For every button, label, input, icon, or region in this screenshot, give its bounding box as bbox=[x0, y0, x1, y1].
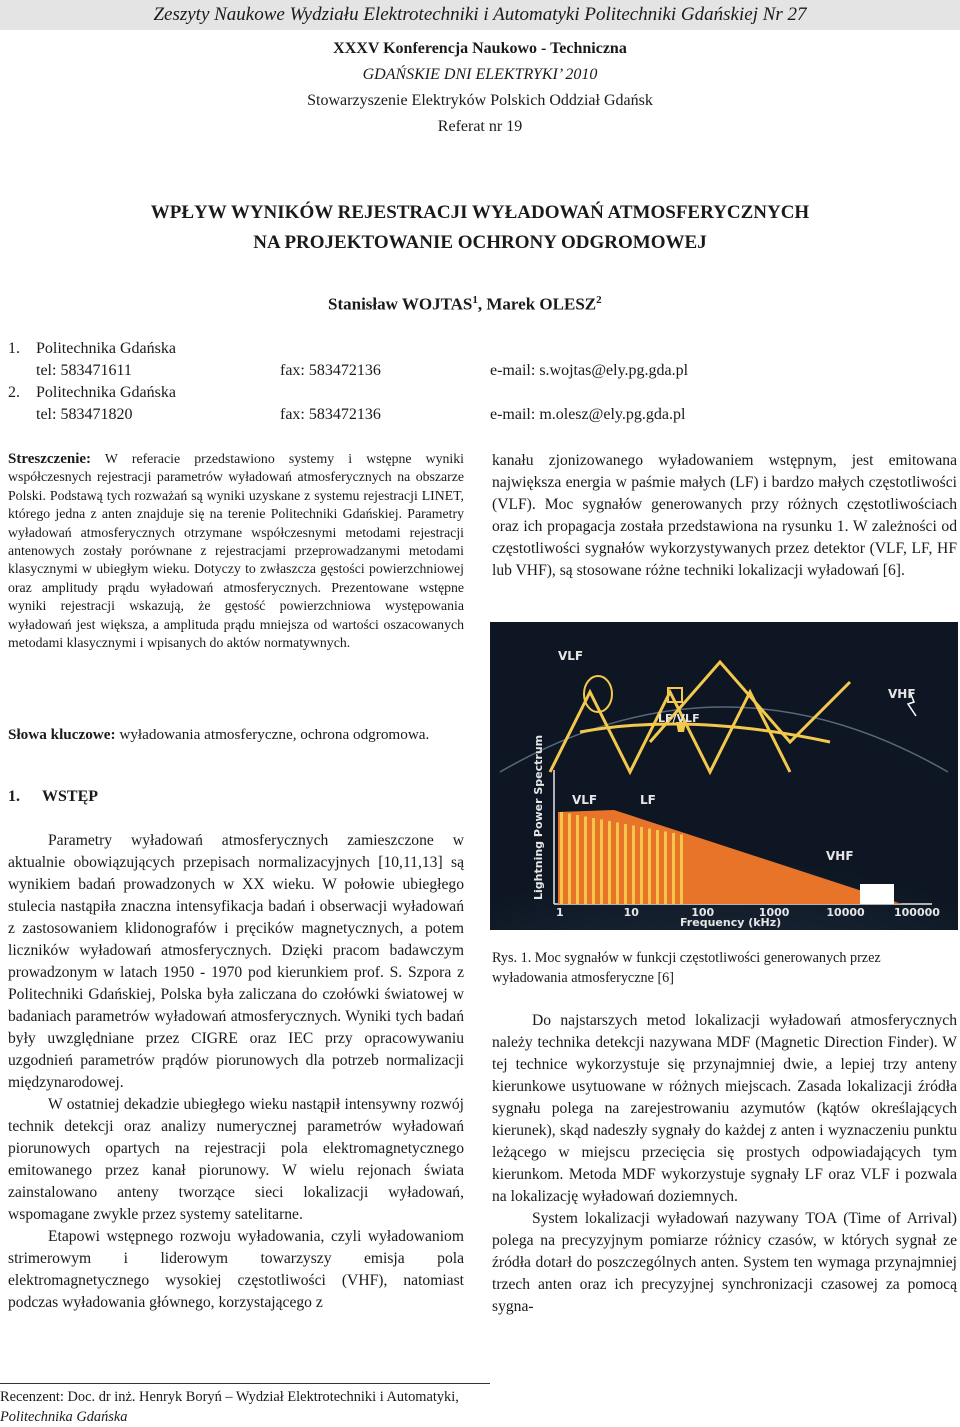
paragraph: W ostatniej dekadzie ubiegłego wieku nastąpił intensywny rozwój technik detekcji oraz analizy numerycznej parametrów wyładowań piorunowych opartych na rejestracji pola elektromagnetycznego emitowanego przez kanał piorunowy. W wielu rejonach świata zainstalowano anteny tworzące sieci lokalizacji wyładowań, wspomagane zwykle przez systemy satelitarne. bbox=[8, 1096, 464, 1223]
vlf-top-label: VLF bbox=[558, 649, 584, 663]
paragraph: Do najstarszych metod lokalizacji wyładowań atmosferycznych należy technika detekcji nazywana MDF (Magnetic Direction Finder). W tej technice wykorzystuje się przynajmniej dwie, a lepiej trzy anteny kierunkowe usytuowane w różnych miejscach. Zasada lokalizacji źródła sygnału polega na zarejestrowaniu azymutów (kątów określających kierunek), skąd nadeszły sygnały do każdej z anten i wyznaczeniu punktu leżącego w miejscu przecięcia się prostych odpowiadających tym kierunkom. Metoda MDF wykorzystuje sygnały LF oraz VLF i pozwala na lokalizację wyładowań doziemnych. bbox=[492, 1012, 957, 1205]
vhf-band-block bbox=[860, 884, 894, 904]
band-stripe bbox=[656, 830, 659, 904]
conference-name: XXXV Konferencja Naukowo - Techniczna bbox=[333, 40, 627, 57]
x-tick-label: 100000 bbox=[894, 906, 940, 919]
keywords bbox=[8, 724, 464, 746]
band-stripe bbox=[616, 823, 619, 905]
affiliation-2-fax: fax: 583472136 bbox=[280, 406, 381, 423]
band-stripe bbox=[560, 812, 563, 904]
affiliation-2-name: Politechnika Gdańska bbox=[36, 384, 176, 401]
affiliation-2-email: e-mail: m.olesz@ely.pg.gda.pl bbox=[490, 406, 686, 423]
author-1-mark: 1 bbox=[472, 294, 478, 306]
band-stripe bbox=[568, 814, 571, 905]
band-stripe bbox=[592, 818, 595, 904]
y-axis-label: Lightning Power Spectrum bbox=[532, 734, 545, 900]
lf-vlf-label: LF/VLF bbox=[658, 712, 700, 725]
x-tick-label: 10000 bbox=[826, 906, 865, 919]
affiliation-1-number: 1. bbox=[8, 340, 20, 357]
caption-label: Rys. 1. bbox=[492, 950, 532, 966]
author-line bbox=[328, 294, 602, 315]
band-stripe bbox=[640, 827, 643, 904]
reviewer-footer bbox=[0, 1387, 620, 1427]
figure-lightning-spectrum bbox=[490, 622, 958, 930]
section-number: 1. bbox=[8, 788, 20, 805]
band-stripe bbox=[632, 826, 635, 905]
keywords-text: wyładowania atmosferyczne, ochrona odgromowa. bbox=[115, 726, 430, 743]
x-tick-label: 1000 bbox=[758, 906, 790, 919]
band-stripe bbox=[680, 835, 683, 905]
author-separator: , bbox=[477, 294, 487, 314]
band-stripe bbox=[672, 833, 675, 904]
paper-title bbox=[0, 198, 960, 258]
running-head: Zeszyty Naukowe Wydziału Elektrotechniki i Automatyki Politechniki Gdańskiej Nr 27 bbox=[0, 0, 960, 30]
vlf-band-label: VLF bbox=[572, 793, 598, 807]
band-stripe bbox=[584, 817, 587, 905]
affiliation-1-email: e-mail: s.wojtas@ely.pg.gda.pl bbox=[490, 362, 689, 379]
x-axis-label: Frequency (kHz) bbox=[680, 916, 782, 929]
affiliation-2-number: 2. bbox=[8, 384, 20, 401]
affiliation-2-tel: tel: 583471820 bbox=[36, 406, 133, 423]
figure-caption bbox=[492, 948, 957, 988]
abstract bbox=[8, 450, 464, 652]
author-2: Marek OLESZ bbox=[486, 294, 597, 314]
reviewer-line1: Recenzent: Doc. dr inż. Henryk Boryń – Wydział Elektrotechniki i Automatyki, bbox=[0, 1389, 459, 1405]
right-column-top-text: kanału zjonizowanego wyładowaniem wstępnym, jest emitowana największa energia w paśmie małych (LF) i bardzo małych częstotliwości (VLF). Moc sygnałów generowanych przy różnych częstotliwościach oraz ich propagacja została przedstawiona na rysunku 1. W zależności od częstotliwości sygnałów wykorzystywanych przez detektor (VLF, LF, HF lub VHF), są stosowane różne techniki lokalizacji wyładowań [6]. bbox=[492, 452, 957, 579]
conference-event: GDAŃSKIE DNI ELEKTRYKI’ 2010 bbox=[362, 66, 598, 83]
caption-text: Moc sygnałów w funkcji częstotliwości generowanych przez wyładowania atmosferyczne [6] bbox=[492, 950, 881, 986]
x-tick-label: 100 bbox=[691, 906, 715, 919]
affiliation-1-fax: fax: 583472136 bbox=[280, 362, 381, 379]
lf-band-label: LF bbox=[640, 793, 656, 807]
author-2-mark: 2 bbox=[596, 294, 602, 306]
keywords-label: Słowa kluczowe: bbox=[8, 726, 116, 743]
band-stripe bbox=[576, 815, 579, 904]
paragraph: System lokalizacji wyładowań nazywany TOA (Time of Arrival) polega na precyzyjnym pomiarze różnicy czasów, w których sygnał ze źródła dotarł do poszczególnych anten. System ten wymaga przynajmniej trzech anten oraz ich precyzyjnej synchronizacji czasowej za pomocą sygna- bbox=[492, 1210, 957, 1315]
paragraph: Parametry wyładowań atmosferycznych zamieszczone w aktualnie obowiązujących przepisach normalizacyjnych [10,11,13] są wynikiem badań prowadzonych w XX wieku. W połowie ubiegłego stulecia nastąpiła znaczna intensyfikacja badań i obserwacji wyładowań z zastosowaniem klidonografów i pręcików magnetycznych, a potem liczników wyładowań atmosferycznych. Dzięki pracom badawczym prowadzonym w latach 1950 - 1970 pod kierunkiem prof. S. Szpora z Politechniki Gdańskiej, Polska była zaliczana do czołówki światowej w badaniach parametrów wyładowań atmosferycznych. Wyniki tych badań były uwzględniane przez CIGRE oraz IEC przy opracowywaniu uzgodnień parametrów prądów piorunowych dla potrzeb normalizacji międzynarodowej. bbox=[8, 832, 464, 1091]
affiliation-1-name: Politechnika Gdańska bbox=[36, 340, 176, 357]
affiliations bbox=[8, 338, 938, 426]
affiliation-1-tel: tel: 583471611 bbox=[36, 362, 132, 379]
x-tick-label: 10 bbox=[623, 906, 639, 919]
section-title: WSTĘP bbox=[42, 788, 99, 805]
band-stripe bbox=[608, 821, 611, 904]
vhf-top-label: VHF bbox=[888, 687, 916, 701]
abstract-text: W referacie przedstawiono systemy i wstępne wyniki współczesnych rejestracji parametrów wyładowań atmosferycznych na obszarze Polski. Podstawą tych rozważań są wyniki uzyskane z systemu rejestracji LINET, którego jedna z anten znajduje się na terenie Politechniki Gdańskiej. Parametry wyładowań atmosferycznych otrzymane współczesnymi metodami rejestracji antenowych zostały porównane z rejestracjami przeprowadzanymi metodami klasycznymi w ubiegłym wieku. Dotyczy to zwłaszcza gęstości powierzchniowej oraz amplitudy prądu wyładowań atmosferycznych. Prezentowane wstępne wyniki rejestracji wskazują, że gęstość powierzchniowa występowania wyładowań jest większa, a amplituda prądu mniejsza od wartości oszacowanych metodami klasycznymi i wpisanych do aktów normatywnych. bbox=[8, 451, 464, 651]
footer-rule bbox=[0, 1383, 490, 1384]
band-stripe bbox=[664, 832, 667, 905]
abstract-label: Streszczenie: bbox=[8, 451, 92, 467]
paragraph: Etapowi wstępnego rozwoju wyładowania, czyli wyładowaniom strimerowym i liderowym towarzyszy emisja pola elektromagnetycznego wysokiej częstotliwości (VHF), natomiast podczas wyładowania głównego, korzystającego z bbox=[8, 1228, 464, 1311]
reviewer-line2: Politechnika Gdańska bbox=[0, 1409, 128, 1425]
paper-title-line1: WPŁYW WYNIKÓW REJESTRACJI WYŁADOWAŃ ATMOSFERYCZNYCH bbox=[150, 202, 810, 223]
vhf-band-label: VHF bbox=[826, 849, 854, 863]
band-stripe bbox=[600, 820, 603, 905]
conference-organizer: Stowarzyszenie Elektryków Polskich Oddział Gdańsk bbox=[307, 92, 653, 109]
conference-block bbox=[0, 36, 960, 140]
right-column-text bbox=[492, 1010, 957, 1318]
x-tick-label: 1 bbox=[556, 906, 564, 919]
paper-number: Referat nr 19 bbox=[437, 118, 523, 135]
section-heading bbox=[8, 788, 98, 806]
figure-illustration bbox=[490, 622, 958, 930]
author-1: Stanisław WOJTAS bbox=[328, 294, 473, 314]
band-stripe bbox=[624, 824, 627, 904]
paper-title-line2: NA PROJEKTOWANIE OCHRONY ODGROMOWEJ bbox=[253, 232, 707, 253]
left-column-text bbox=[8, 830, 464, 1314]
band-stripe bbox=[648, 829, 651, 905]
